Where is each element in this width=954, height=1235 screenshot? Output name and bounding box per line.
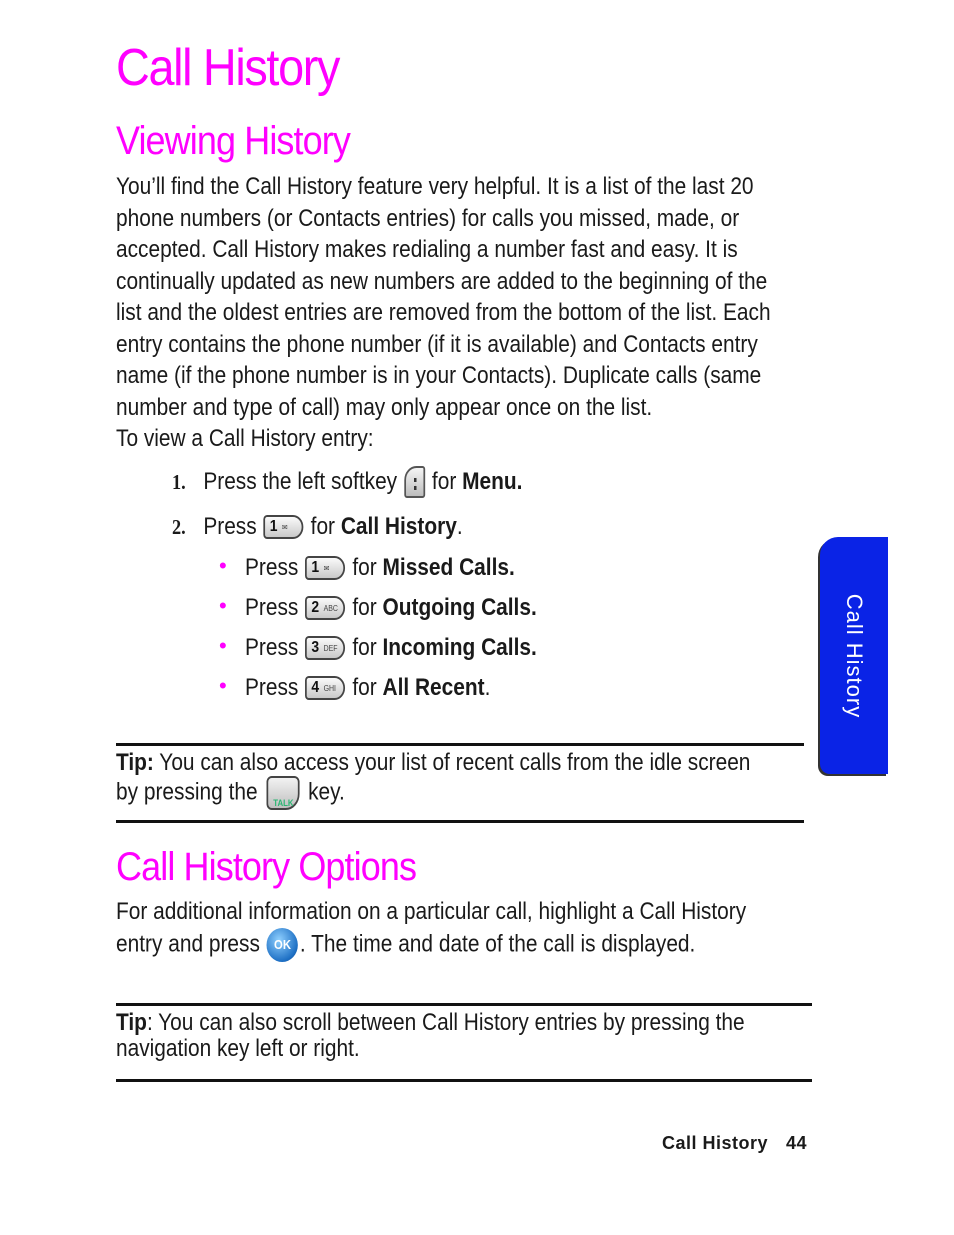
key-1-icon: 1 ✉ bbox=[305, 556, 345, 580]
bullet-incoming-calls: Press 3 DEF for Incoming Calls. bbox=[245, 634, 537, 661]
bullet-marker: • bbox=[219, 673, 227, 698]
options-line-1: For additional information on a particular call, highlight a Call History bbox=[116, 898, 747, 925]
tip-label: Tip bbox=[116, 1009, 147, 1036]
side-tab-label: Call History bbox=[842, 593, 867, 718]
tip2-top-rule bbox=[116, 1003, 812, 1006]
bullet-marker: • bbox=[219, 633, 227, 658]
bullet-all-recent: Press 4 GHI for All Recent . bbox=[245, 674, 491, 701]
tip-idle-screen: Tip: You can also access your list of recent calls from the idle screen by pressing the TALK key. bbox=[116, 749, 751, 808]
tip-top-rule bbox=[116, 743, 804, 746]
viewing-history-heading: Viewing History bbox=[116, 119, 350, 163]
tip-navigation: Tip: You can also scroll between Call History entries by pressing the navigation key left or right. bbox=[116, 1009, 745, 1062]
bullet-marker: • bbox=[219, 593, 227, 618]
step-2: 2. Press 1 ✉ for Call History . bbox=[172, 513, 463, 540]
page-footer bbox=[662, 1133, 807, 1154]
footer-section-name: Call History bbox=[662, 1133, 769, 1153]
call-history-options-heading: Call History Options bbox=[116, 845, 417, 889]
step-1 bbox=[172, 464, 522, 500]
viewing-intro-paragraph: You’ll find the Call History feature very helpful. It is a list of the last 20 phone numbers (or Contacts entries) for calls you missed, made, or accepted. Call History makes redialing a number fast and easy. It is continually updated as new numbers are added to the beginning of the list and the oldest entries are removed from the bottom of the list. Each entry contains the phone number (if it is available) and Contacts entry name (if the phone number is in your Contacts). Duplicate calls (same number and type of call) may only appear once on the list. bbox=[116, 173, 771, 421]
menu-label: Menu. bbox=[462, 468, 523, 495]
key-4-icon: 4 GHI bbox=[305, 676, 345, 700]
step-number: 1. bbox=[172, 469, 186, 494]
key-3-icon: 3 DEF bbox=[305, 636, 345, 660]
view-entry-instruction: To view a Call History entry: bbox=[116, 425, 374, 452]
tip2-bottom-rule bbox=[116, 1079, 812, 1082]
tip-label: Tip: bbox=[116, 749, 154, 776]
options-line-2: entry and press OK . The time and date of the call is displayed. bbox=[116, 928, 795, 962]
step-text: Press bbox=[203, 513, 257, 540]
left-softkey-icon bbox=[404, 466, 425, 498]
bullet-marker: • bbox=[219, 553, 227, 578]
page-title: Call History bbox=[116, 39, 340, 97]
key-1-icon: 1 ✉ bbox=[264, 515, 304, 539]
step-for: for bbox=[431, 468, 457, 495]
step-number: 2. bbox=[172, 514, 186, 539]
bullet-missed-calls: Press 1 ✉ for Missed Calls. bbox=[245, 554, 515, 581]
key-2-icon: 2 ABC bbox=[305, 596, 345, 620]
step-for: for bbox=[310, 513, 336, 540]
ok-key-icon: OK bbox=[267, 928, 298, 962]
bullet-outgoing-calls: Press 2 ABC for Outgoing Calls. bbox=[245, 594, 537, 621]
talk-key-icon: TALK bbox=[266, 776, 299, 810]
page-number: 44 bbox=[786, 1133, 808, 1153]
call-history-label: Call History bbox=[340, 513, 457, 540]
step-text: Press the left softkey bbox=[203, 468, 398, 495]
section-side-tab bbox=[820, 537, 888, 774]
tip-bottom-rule bbox=[116, 820, 804, 823]
